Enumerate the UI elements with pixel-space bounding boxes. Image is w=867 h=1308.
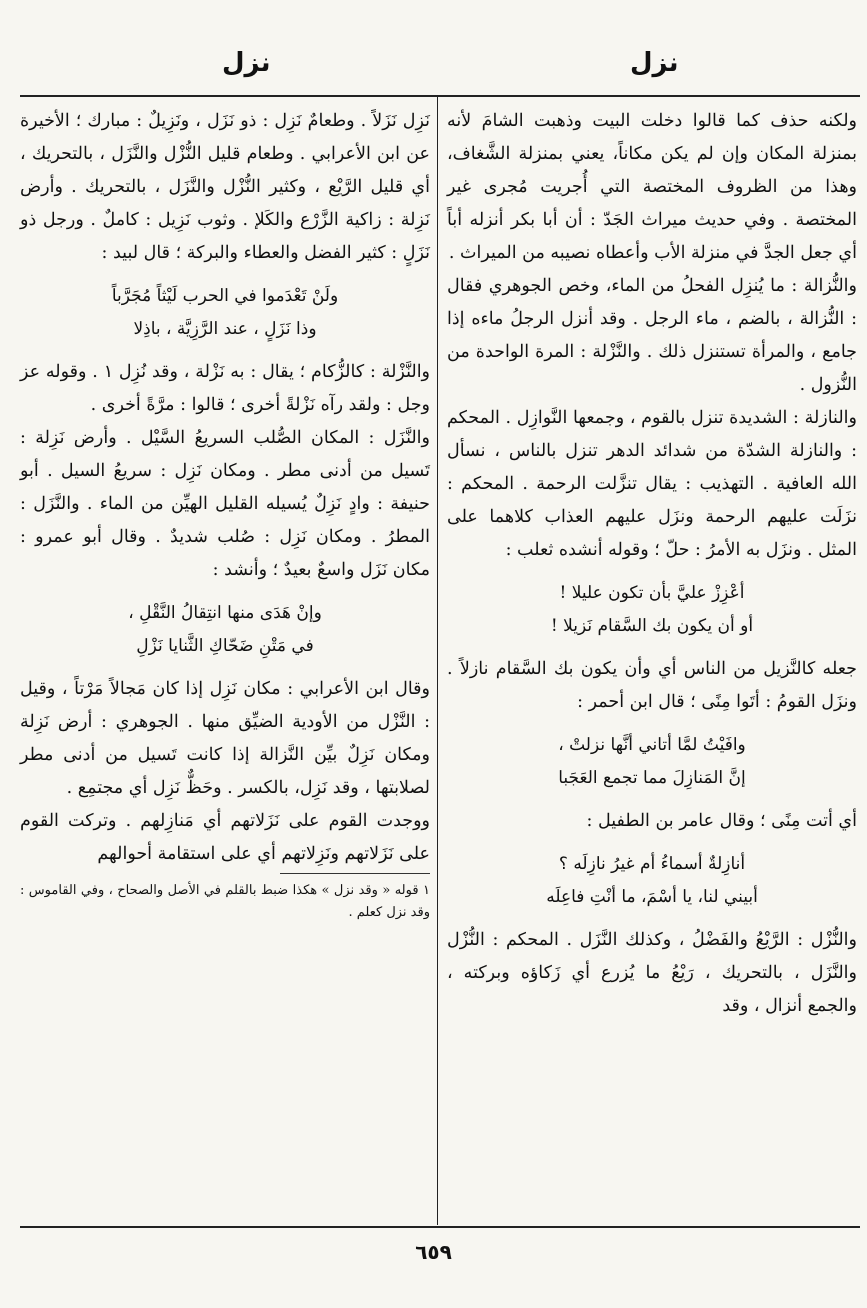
verse — [20, 280, 430, 346]
header-entry-word-left: نزل — [222, 48, 271, 78]
paragraph: أي أتت مِنًى ؛ وقال عامر بن الطفيل : — [586, 811, 857, 831]
verse-line: وإنْ هَدَى منها انتِقالُ النَّقْلِ ، — [128, 603, 322, 623]
paragraph: ووجدت القوم على نَزَلاتهم أي مَنازِلهم . وتركت القوم على نَزَلاتهم ونَزِلاتهم أي على استقامة أحوالهم — [20, 811, 430, 864]
top-rule — [20, 95, 860, 97]
verse — [447, 729, 857, 795]
verse-line: أعْزِزْ عليَّ بأن تكون عليلا ! — [559, 583, 745, 603]
verse — [20, 597, 430, 663]
bottom-rule — [20, 1226, 860, 1228]
paragraph: ولكنه حذف كما قالوا دخلت البيت وذهبت الشامَ لأنه بمنزلة المكان وإن لم يكن مكاناً، يعني بمنزلة الشَّغاف، وهذا من الظروف المختصة التي أُجريت مُجرى غير المختصة . وفي حديث ميراث الجَدّ : أن أبا بكر أنزله أباً أي جعل الجدَّ في منزلة الأب وأعطاه نصيبه من الميراث . — [447, 111, 857, 263]
paragraph: والنَّزَل : المكان الصُّلب السريعُ السَّيْل . وأرض نَزِلة : تَسيل من أدنى مطر . ومكان نَزِل : سريعُ السيل . أبو حنيفة : وادٍ نَزِلٌ يُسيله القليل الهيِّن من الماء . والنَّزَل : المطرُ . ومكان نَزِل : صُلب شديدٌ . وقال أبو عمرو : مكان نَزَل واسعٌ بعيدٌ ؛ وأنشد : — [20, 428, 430, 580]
paragraph: والنُّزْل : الرَّيْعُ والفَضْلُ ، وكذلك النَّزَل . المحكم : النُّزْل والنَّزَل ، بالتحريك ، رَيْعُ ما يُزرع أي زَكاؤه وبركته ، والجمع أنزال ، وقد — [447, 930, 857, 1016]
verse-line: أو أن يكون بك السَّقام نَزيلا ! — [550, 616, 754, 636]
verse — [447, 577, 857, 643]
paragraph: جعله كالنَّزيل من الناس أي وأن يكون بك السَّقام نازلاً . ونزَل القومُ : أتَوا مِنًى ؛ قال ابن أحمر : — [447, 659, 857, 712]
left-column — [20, 105, 430, 924]
header-entry-word-right: نزل — [630, 48, 679, 78]
paragraph: والنُّزالة : ما يُنزِل الفحلُ من الماء، وخص الجوهري فقال : النُّزالة ، بالضم ، ماء الرجل . وقد أنزل الرجلُ ماءه إذا جامع ، والمرأة تستنزل ذلك . والنَّزْلة : المرة الواحدة من النُّزول . — [447, 276, 857, 395]
paragraph: والنازلة : الشديدة تنزل بالقوم ، وجمعها النَّوازِل . المحكم : والنازلة الشدّة من شدائد الدهر تنزل بالناس ، نسأل الله العافية . التهذيب : يقال تنزَّلت الرحمة . المحكم : نزَلَت عليهم الرحمة ونزَل عليهم العذاب كلاهما على المثل . ونزَل به الأمرُ : حلّ ؛ وقوله أنشده ثعلب : — [447, 408, 857, 560]
verse-line: أنازِلةٌ أسماءُ أم غيرُ نازِلَه ؟ — [558, 854, 746, 874]
footnote-rule — [280, 873, 430, 874]
column-divider — [437, 97, 438, 1225]
verse-line: وافَيْتُ لمَّا أتاني أنَّها نزلتْ ، — [558, 735, 746, 755]
verse-line: إنَّ المَنازِلَ مما تجمع العَجَبا — [558, 768, 746, 788]
verse — [447, 848, 857, 914]
verse-line: وذا نَزَلٍ ، عند الرَّزِيَّة ، باذِلا — [133, 319, 317, 339]
verse-line: في مَتْنِ ضَحّاكِ الثَّنايا نَزْلِ — [136, 636, 314, 656]
paragraph: والنَّزْلة : كالزُّكام ؛ يقال : به نَزْلة ، وقد نُزِل ١ . وقوله عز وجل : ولقد رآه نَزْلةً أخرى ؛ قالوا : مرَّةً أخرى . — [20, 362, 431, 415]
right-column — [447, 105, 857, 1023]
footnote: ١ قوله « وقد نزل » هكذا ضبط بالقلم في الأصل والصحاح ، وفي القاموس : وقد نزل كعلم . — [20, 883, 430, 920]
page-number: ٦٥٩ — [415, 1240, 452, 1264]
paragraph: نَزِل نَزَلاً . وطعامٌ نَزِل : ذو نَزَل ، ونَزِيلٌ : مبارك ؛ الأخيرة عن ابن الأعرابي . وطعام قليل النُّزْل والنَّزَل ، بالتحريك ، أي قليل الرَّيْع ، وكثير النُّزْل والنَّزَل ، بالتحريك . وأرض نَزِلة : زاكية الزَّرْع والكَلإ . وثوب نَزِيل : كاملٌ . ورجل ذو نَزَلٍ : كثير الفضل والعطاء والبركة ؛ قال لبيد : — [20, 111, 430, 263]
verse-line: ولَنْ تَعْدَموا في الحرب لَيْثاً مُجَرَّباً — [111, 286, 339, 306]
verse-line: أبيني لنا، يا أسْمَ، ما أنْتِ فاعِلَه — [546, 887, 758, 907]
paragraph: وقال ابن الأعرابي : مكان نَزِل إذا كان مَجالاً مَرْتاً ، وقيل : النَّزْل من الأودية الضيِّق منها . الجوهري : أرض نَزِلة ومكان نَزِلٌ بيِّن النَّزالة إذا كانت تَسيل من أدنى مطر لصلابتها ، وقد نَزِل، بالكسر . وحَظٌّ نَزِل أي مجتمِع . — [20, 679, 430, 798]
